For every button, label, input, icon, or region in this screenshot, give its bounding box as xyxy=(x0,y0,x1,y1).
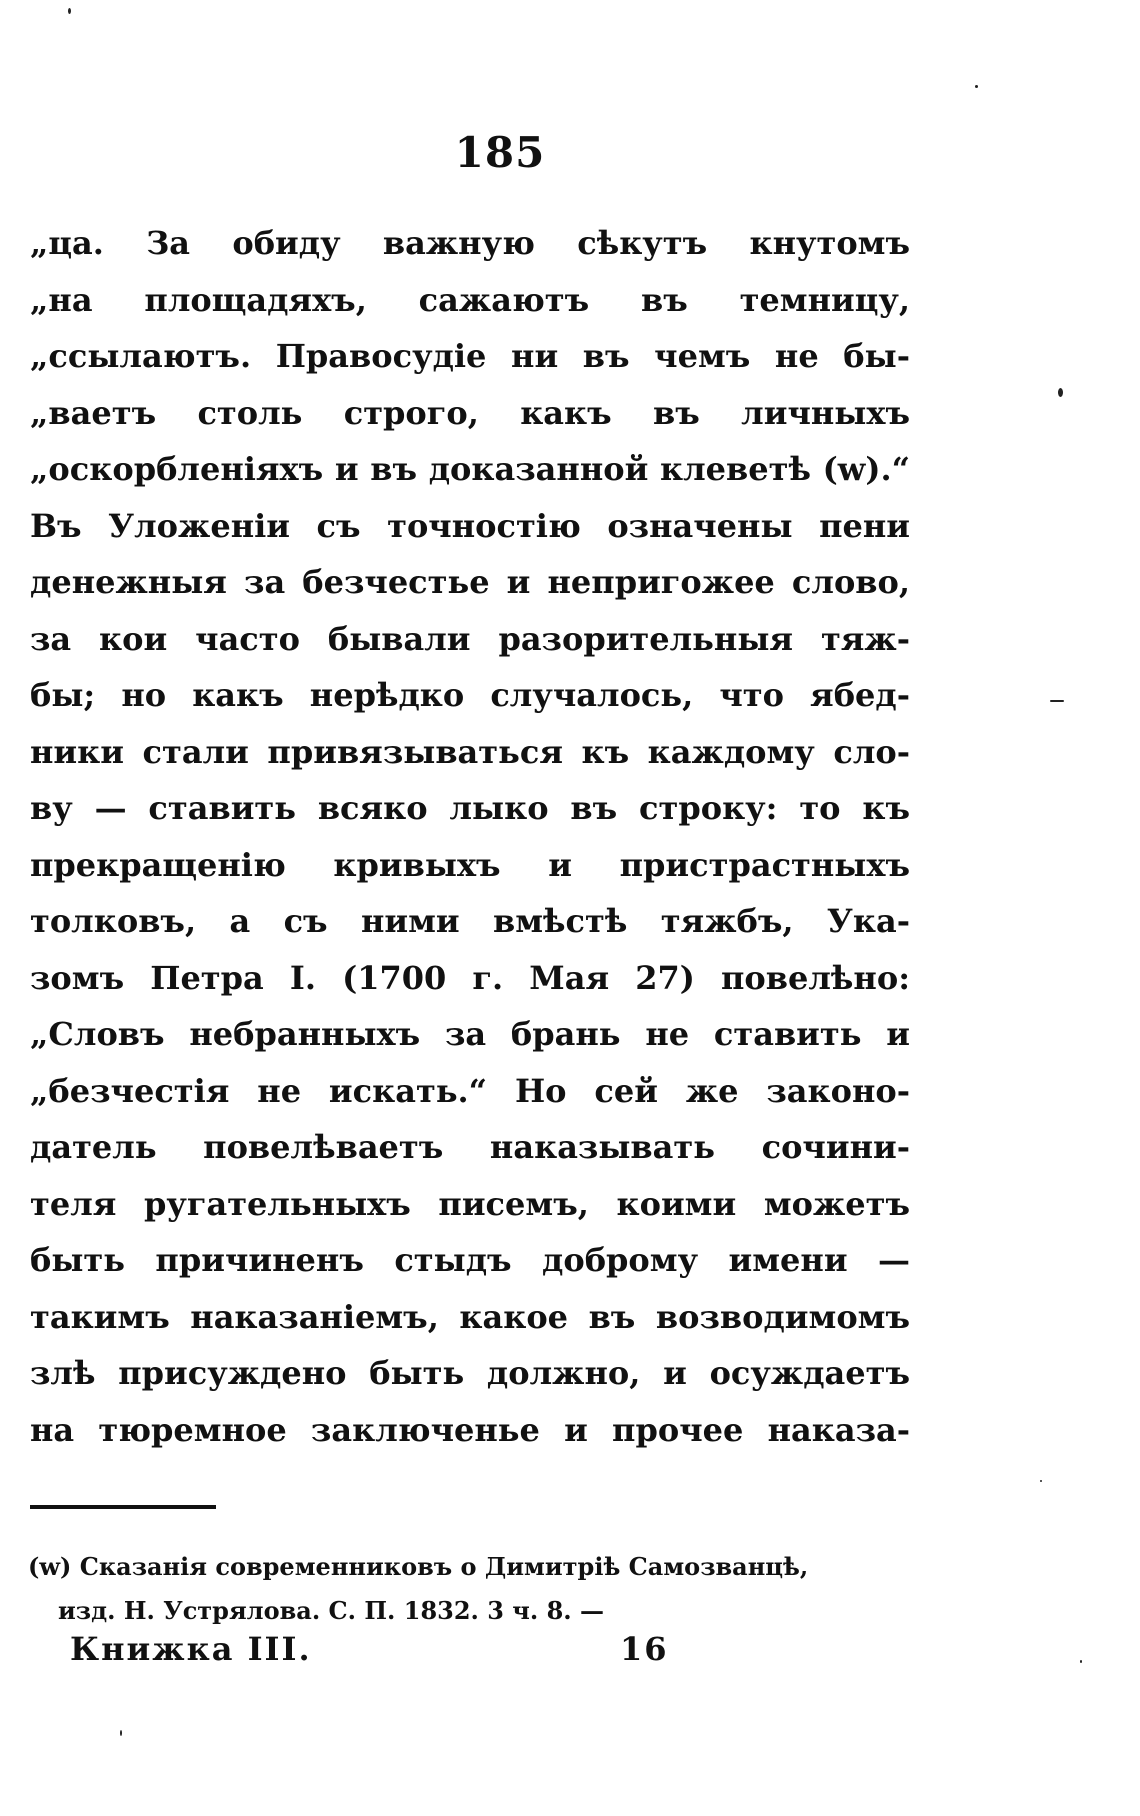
scan-speck xyxy=(1040,1480,1042,1482)
scan-speck xyxy=(120,1730,122,1736)
signature-sheet: 16 xyxy=(620,1630,669,1668)
text-line: ники стали привязываться къ каждому сло- xyxy=(30,732,910,771)
text-line: ву — ставить всяко лыко въ строку: то къ xyxy=(30,789,910,827)
scan-speck xyxy=(1058,388,1063,397)
text-line: „безчестія не искать.“ Но сей же законо- xyxy=(30,1071,910,1110)
text-line: зомъ Петра I. (1700 г. Мая 27) повелѣно: xyxy=(30,958,910,997)
footnote-line: (w) Сказанія современниковъ о Димитріѣ Самозванцѣ, xyxy=(28,1552,809,1581)
text-line: датель повелѣваетъ наказывать сочини- xyxy=(30,1128,910,1166)
scan-speck xyxy=(1080,1660,1082,1663)
footnote xyxy=(28,1545,908,1633)
text-line: за кои часто бывали разорительныя тяж- xyxy=(30,619,910,658)
text-line: такимъ наказаніемъ, какое въ возводимомъ xyxy=(30,1297,910,1336)
page-number: 185 xyxy=(454,128,546,177)
scan-speck xyxy=(1050,700,1064,702)
text-line: бы; но какъ нерѣдко случалось, что ябед- xyxy=(30,676,910,714)
text-line: „ца. За обиду важную сѣкутъ кнутомъ xyxy=(30,224,910,262)
text-line: „на площадяхъ, сажаютъ въ темницу, xyxy=(30,280,910,319)
text-line: толковъ, а съ ними вмѣстѣ тяжбъ, Ука- xyxy=(30,902,910,940)
footnote-divider xyxy=(30,1505,216,1509)
text-line: на тюремное заключенье и прочее наказа- xyxy=(30,1410,910,1449)
scan-speck xyxy=(68,8,71,14)
text-line: „оскорбленіяхъ и въ доказанной клеветѣ (w).“ xyxy=(30,450,910,488)
text-line: денежныя за безчестье и непригожее слово, xyxy=(30,563,910,601)
text-line: теля ругательныхъ писемъ, коими можетъ xyxy=(30,1184,910,1223)
text-line: „Словъ небранныхъ за брань не ставить и xyxy=(30,1015,910,1053)
body-text xyxy=(30,215,910,1458)
text-line: злѣ присуждено быть должно, и осуждаетъ xyxy=(30,1354,910,1392)
footnote-line: изд. Н. Устрялова. С. П. 1832. 3 ч. 8. — xyxy=(58,1596,604,1625)
scan-speck xyxy=(975,85,978,88)
text-line: прекращенію кривыхъ и пристрастныхъ xyxy=(30,845,910,884)
text-line: „ссылаютъ. Правосудіе ни въ чемъ не бы- xyxy=(30,337,910,375)
text-line: быть причиненъ стыдъ доброму имени — xyxy=(30,1241,910,1279)
text-line: Въ Уложеніи съ точностію означены пени xyxy=(30,506,910,545)
text-line: „ваетъ столь строго, какъ въ личныхъ xyxy=(30,393,910,432)
signature-book: Книжка III. xyxy=(70,1630,312,1668)
